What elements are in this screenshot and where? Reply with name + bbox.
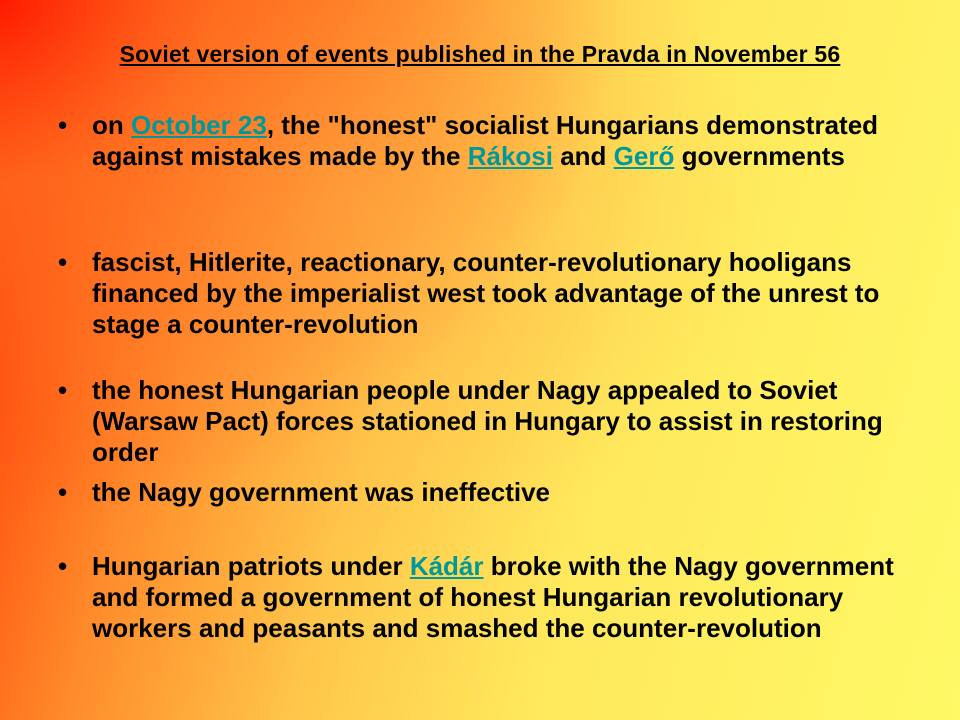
bullet-text: and — [552, 141, 614, 171]
link-rakosi[interactable]: Rákosi — [467, 141, 553, 171]
bullet-icon: • — [58, 247, 68, 277]
bullet-item-soviet-forces — [58, 375, 898, 468]
bullet-item-counter-revolution — [58, 247, 898, 340]
bullet-text: the honest Hungarian people under Nagy appealed to Soviet (Warsaw Pact) forces stationed in Hungary to assist in restoring order — [92, 375, 883, 467]
bullet-text: on — [92, 110, 131, 140]
link-october-23[interactable]: October 23 — [131, 110, 267, 140]
bullet-icon: • — [58, 551, 68, 581]
bullet-item-october-23 — [58, 110, 898, 172]
bullet-text: fascist, Hitlerite, reactionary, counter-revolutionary hooligans financed by the imperialist west took advantage of the unrest to stage a counter-revolution — [92, 247, 880, 339]
bullet-text: , the "honest" socialist Hungarians demonstrated against mistakes made by the — [92, 110, 879, 171]
bullet-text: Hungarian patriots under — [92, 551, 410, 581]
bullet-item-kadar — [58, 551, 898, 644]
bullet-text: governments — [674, 141, 845, 171]
link-kadar[interactable]: Kádár — [409, 551, 484, 581]
slide-title: Soviet version of events published in the Pravda in November 56 — [119, 41, 841, 67]
bullet-text: broke with the Nagy government and formed a government of honest Hungarian revolutionary workers and peasants and smashed the counter-revolution — [92, 551, 894, 643]
link-gero[interactable]: Gerő — [613, 141, 675, 171]
bullet-icon: • — [58, 375, 68, 405]
bullet-text: the Nagy government was ineffective — [92, 477, 551, 507]
bullet-item-nagy-ineffective — [58, 477, 898, 508]
bullet-icon: • — [58, 110, 68, 140]
bullet-icon: • — [58, 477, 68, 507]
